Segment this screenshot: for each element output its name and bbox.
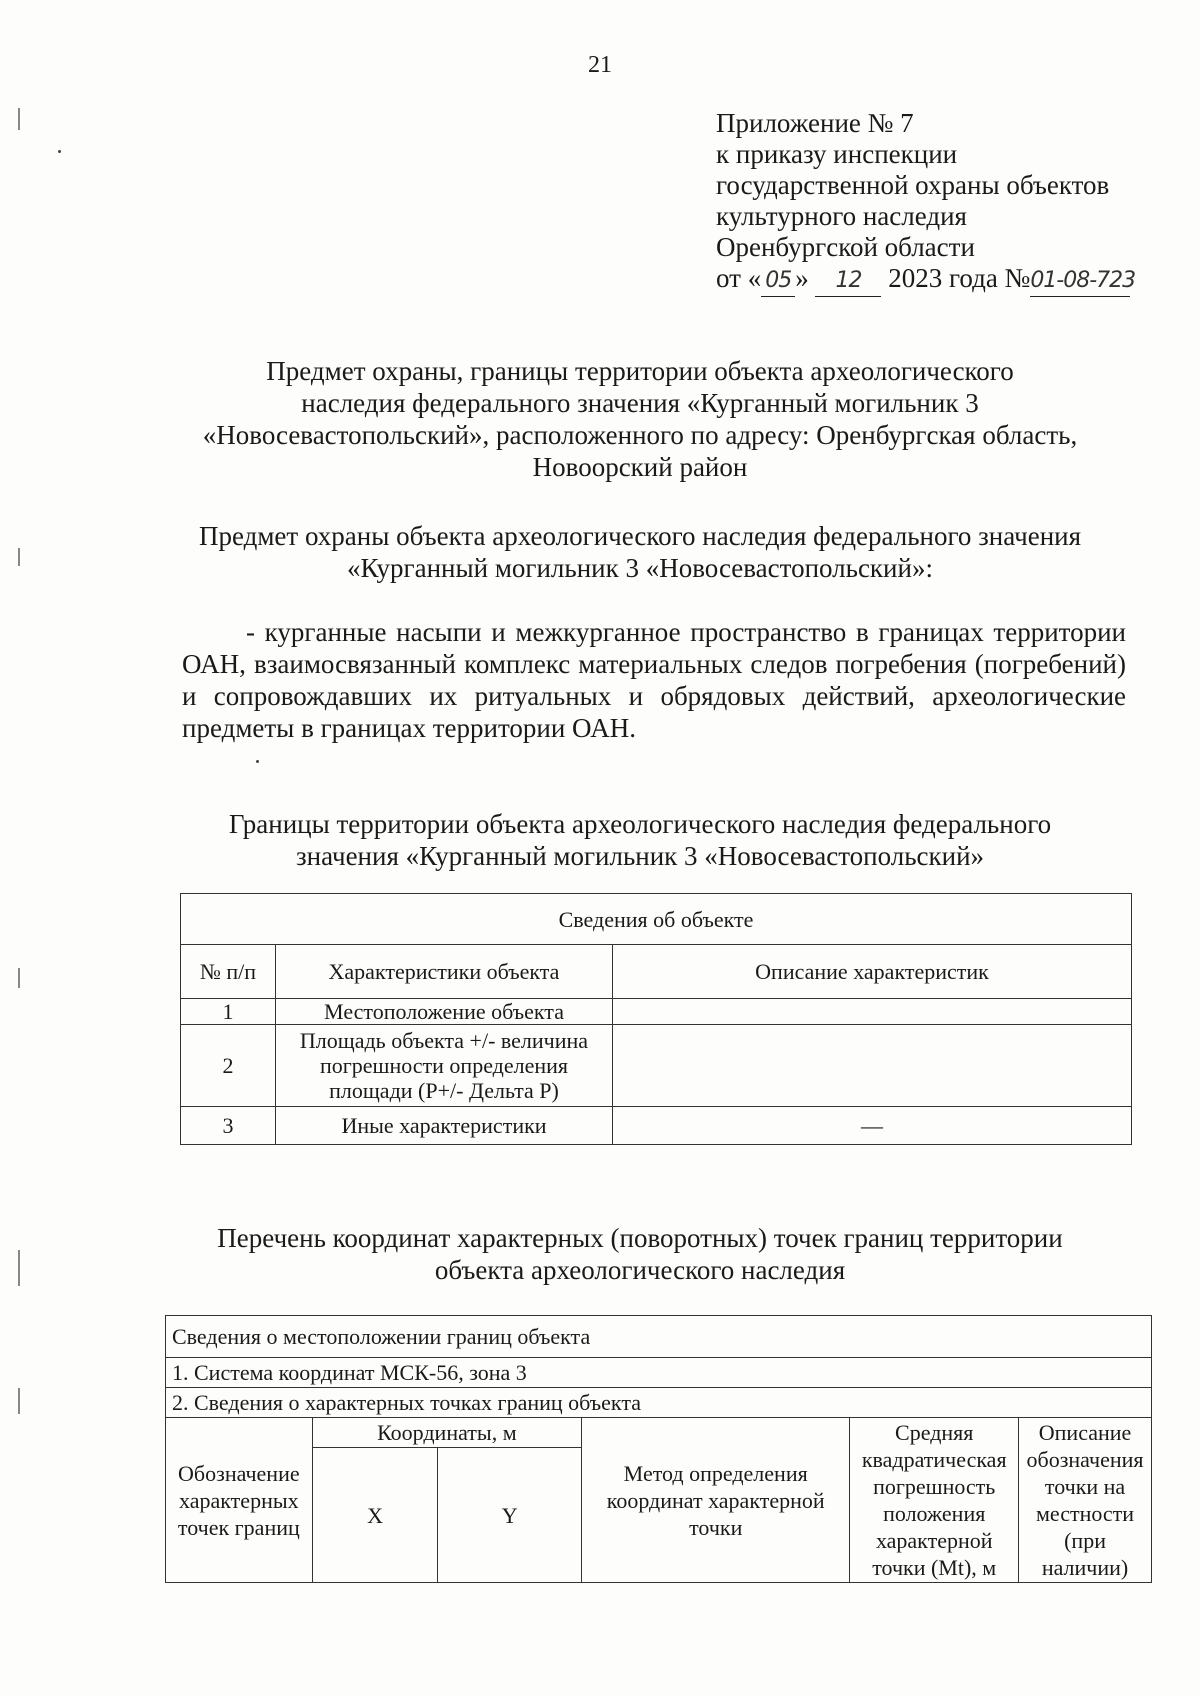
handwritten-month: 12: [815, 265, 881, 297]
date-prefix: от «: [716, 263, 762, 293]
table-caption: Сведения о местоположении границ объекта: [166, 1316, 1152, 1358]
table-row: [181, 1107, 1132, 1145]
column-header: Характеристики объекта: [276, 945, 613, 999]
title-line: Новоорский район: [532, 452, 748, 482]
date-quote-close: »: [795, 263, 809, 293]
borders-heading: [150, 808, 1130, 872]
title-line: Предмет охраны, границы территории объекта археологического: [266, 356, 1014, 386]
document-title: [150, 355, 1130, 483]
coordinates-table: [165, 1315, 1152, 1583]
row-number: 2: [181, 1025, 276, 1107]
column-header-x: X: [312, 1448, 438, 1583]
row-characteristic: Иные характеристики: [276, 1107, 613, 1145]
heading-line: Границы территории объекта археологического наследия федерального: [228, 809, 1052, 839]
heading-line: Перечень координат характерных (поворотных) точек границ территории: [217, 1223, 1063, 1253]
row-description: [613, 999, 1132, 1025]
row-characteristic: Местоположение объекта: [276, 999, 613, 1025]
page-number: 21: [588, 52, 612, 78]
heading-line: Предмет охраны объекта археологического наследия федерального значения: [198, 521, 1082, 551]
row-number: 3: [181, 1107, 276, 1145]
subject-heading: [150, 520, 1130, 584]
heading-line: значения «Курганный могильник 3 «Новосевастопольский»: [295, 841, 985, 871]
appendix-header: [716, 108, 1136, 297]
appendix-line: к приказу инспекции: [716, 139, 958, 169]
appendix-line: Оренбургской области: [716, 232, 975, 262]
row-description: —: [613, 1107, 1132, 1145]
scan-margin-mark: [18, 1250, 20, 1286]
scan-speck: [256, 760, 259, 763]
title-line: «Новосевастопольский», расположенного по адресу: Оренбургская область,: [202, 420, 1078, 450]
column-header: Метод определения координат характерной точки: [582, 1418, 850, 1583]
coordinate-system-row: 1. Система координат МСК-56, зона 3: [166, 1358, 1152, 1388]
boundary-points-row: 2. Сведения о характерных точках границ объекта: [166, 1388, 1152, 1418]
handwritten-order-number: 01-08-723: [1030, 265, 1130, 297]
subject-paragraph: - курганные насыпи и межкурганное пространство в границах территории ОАН, взаимосвязанный комплекс материальных следов погребения (погребений) и сопровождавших их ритуальных и обрядовых действий, археологические предметы в границах территории ОАН.: [182, 617, 1126, 743]
table-row: [181, 1025, 1132, 1107]
scan-margin-mark: [18, 968, 20, 988]
table-caption: Сведения об объекте: [181, 894, 1132, 945]
title-line: наследия федерального значения «Курганный могильник 3: [301, 388, 979, 418]
coordinates-heading: [150, 1222, 1130, 1286]
column-header: Средняя квадратическая погрешность положения характерной точки (Mt), м: [850, 1418, 1019, 1583]
row-description: [613, 1025, 1132, 1107]
column-header: № п/п: [181, 945, 276, 999]
appendix-line: Приложение № 7: [716, 108, 914, 138]
scan-margin-mark: [18, 1388, 20, 1414]
handwritten-day: 05: [761, 265, 795, 297]
appendix-line: культурного наследия: [716, 201, 967, 231]
column-header: Координаты, м: [312, 1418, 581, 1448]
scan-speck: [58, 150, 61, 153]
heading-line: объекта археологического наследия: [434, 1255, 846, 1285]
table-row: [181, 999, 1132, 1025]
appendix-line: государственной охраны объектов: [716, 170, 1110, 200]
column-header-y: Y: [438, 1448, 582, 1583]
row-characteristic: Площадь объекта +/- величина погрешности определения площади (Р+/- Дельта Р): [276, 1025, 613, 1107]
row-number: 1: [181, 999, 276, 1025]
order-date-line: [716, 263, 1136, 297]
heading-line: «Курганный могильник 3 «Новосевастопольский»:: [347, 553, 933, 583]
scan-margin-mark: [18, 108, 20, 130]
scan-margin-mark: [18, 548, 20, 566]
column-header: Описание обозначения точки на местности (при наличии): [1019, 1418, 1152, 1583]
column-header: Описание характеристик: [613, 945, 1132, 999]
object-info-table: [180, 893, 1132, 1145]
date-year: 2023 года №: [888, 263, 1031, 293]
column-header: Обозначение характерных точек границ: [166, 1418, 313, 1583]
